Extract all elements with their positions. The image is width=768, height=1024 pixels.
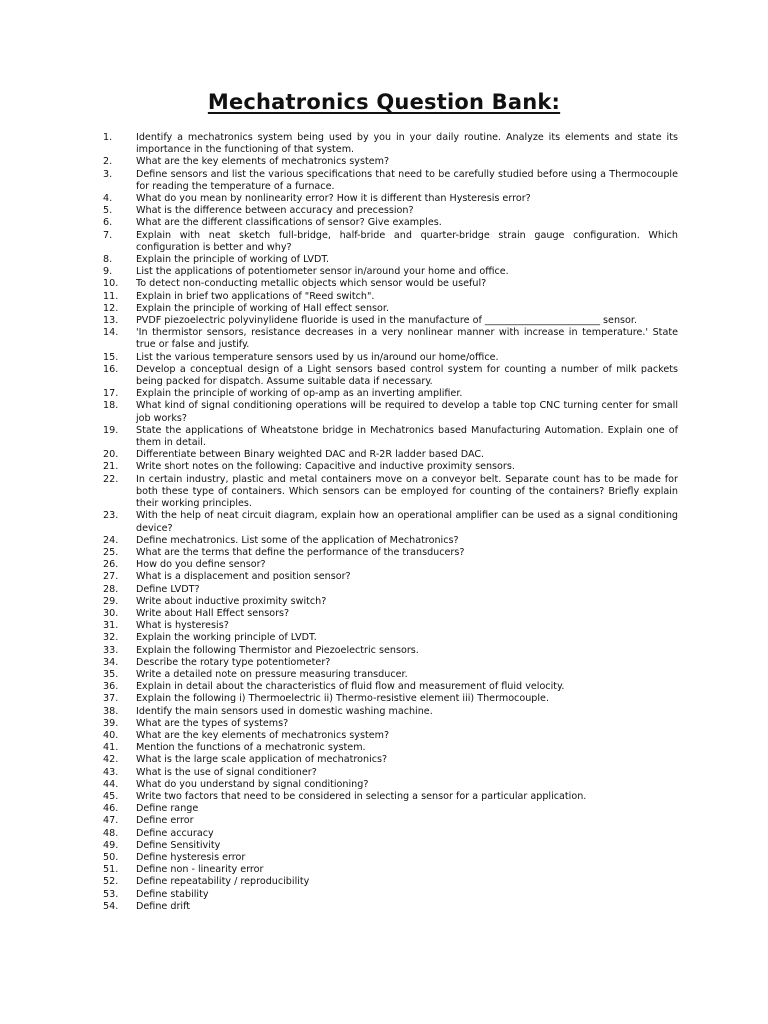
question-text: Define Sensitivity (136, 839, 221, 851)
question-number: 4. (103, 193, 113, 205)
question-item (103, 278, 678, 290)
question-number: 37. (103, 693, 119, 705)
question-number: 46. (103, 803, 119, 815)
question-number: 15. (103, 351, 119, 363)
question-number: 21. (103, 461, 119, 473)
question-text: What is the difference between accuracy and precession? (136, 205, 414, 217)
question-text: Differentiate between Binary weighted DAC and R-2R ladder based DAC. (136, 449, 485, 461)
question-number: 44. (103, 778, 119, 790)
question-text: How do you define sensor? (136, 559, 266, 571)
question-number: 19. (103, 424, 119, 436)
question-number: 24. (103, 534, 119, 546)
question-item (103, 547, 678, 559)
question-item (103, 889, 678, 901)
question-number: 29. (103, 595, 119, 607)
question-item (103, 156, 678, 168)
question-item (103, 327, 678, 351)
question-text: What kind of signal conditioning operations will be required to develop a table top CNC turning center for small job works? (136, 400, 678, 424)
question-text: State the applications of Wheatstone bridge in Mechatronics based Manufacturing Automation. Explain one of them in detail. (136, 424, 678, 449)
question-item (103, 449, 678, 461)
question-text: Identify a mechatronics system being used by you in your daily routine. Analyze its elements and state its importance in the functioning of that system. (136, 132, 678, 156)
question-text: List the various temperature sensors used by us in/around our home/office. (136, 351, 499, 363)
question-number: 48. (103, 827, 119, 839)
question-text: What are the different classifications of sensor? Give examples. (136, 217, 442, 229)
question-number: 45. (103, 790, 119, 802)
question-number: 39. (103, 717, 119, 729)
question-item (103, 779, 678, 791)
question-item (103, 230, 678, 254)
question-item (103, 193, 678, 205)
question-item (103, 730, 678, 742)
question-number: 34. (103, 656, 119, 668)
question-text: Define drift (136, 900, 191, 912)
question-number: 52. (103, 876, 119, 888)
question-text: What is the use of signal conditioner? (136, 766, 317, 778)
question-text: Write short notes on the following: Capacitive and inductive proximity sensors. (136, 461, 515, 473)
question-text: What do you mean by nonlinearity error? How it is different than Hysteresis error? (136, 193, 531, 205)
question-number: 49. (103, 839, 119, 851)
question-number: 43. (103, 766, 119, 778)
question-number: 53. (103, 888, 119, 900)
question-text: Define hysteresis error (136, 851, 246, 863)
question-text: Define sensors and list the various specifications that need to be carefully studied before using a Thermocouple for reading the temperature of a furnace. (136, 168, 678, 192)
question-number: 22. (103, 473, 119, 485)
question-item (103, 364, 678, 388)
question-number: 33. (103, 644, 119, 656)
question-text: What do you understand by signal conditioning? (136, 778, 369, 790)
question-text: Write a detailed note on pressure measuring transducer. (136, 668, 408, 680)
question-text: Define LVDT? (136, 583, 200, 595)
question-text: What are the key elements of mechatronics system? (136, 156, 390, 168)
question-text: Define range (136, 803, 199, 815)
question-item (103, 205, 678, 217)
question-item (103, 596, 678, 608)
question-text: Define mechatronics. List some of the application of Mechatronics? (136, 534, 459, 546)
question-number: 16. (103, 363, 119, 375)
question-number: 25. (103, 546, 119, 558)
question-text: Define repeatability / reproducibility (136, 876, 310, 888)
question-item (103, 461, 678, 473)
question-number: 40. (103, 729, 119, 741)
question-item (103, 559, 678, 571)
question-text: What is hysteresis? (136, 620, 229, 632)
question-item (103, 291, 678, 303)
question-item (103, 266, 678, 278)
question-text: To detect non-conducting metallic objects which sensor would be useful? (136, 278, 487, 290)
question-text: Explain the principle of working of LVDT. (136, 254, 330, 266)
question-item (103, 535, 678, 547)
question-text: Explain the working principle of LVDT. (136, 632, 317, 644)
question-number: 17. (103, 388, 119, 400)
question-text: With the help of neat circuit diagram, explain how an operational amplifier can be used as a signal conditioning device? (136, 510, 678, 534)
question-item (103, 315, 678, 327)
question-item (103, 815, 678, 827)
question-item (103, 840, 678, 852)
question-item (103, 632, 678, 644)
question-number: 42. (103, 754, 119, 766)
question-number: 28. (103, 583, 119, 595)
question-number: 14. (103, 327, 119, 339)
question-item (103, 669, 678, 681)
question-text: Define accuracy (136, 827, 214, 839)
question-item (103, 584, 678, 596)
question-item (103, 571, 678, 583)
question-text: Write two factors that need to be considered in selecting a sensor for a particular application. (136, 790, 587, 802)
question-text: In certain industry, plastic and metal containers move on a conveyor belt. Separate count has to be made for both these type of containers. Which sensors can be employed for counting of the containers? Briefly explain their working principles. (136, 473, 678, 510)
question-number: 13. (103, 315, 119, 327)
question-text: Write about Hall Effect sensors? (136, 607, 290, 619)
question-number: 2. (103, 156, 113, 168)
question-item (103, 132, 678, 156)
question-item (103, 474, 678, 511)
question-item (103, 657, 678, 669)
question-number: 11. (103, 290, 119, 302)
question-number: 32. (103, 632, 119, 644)
question-item (103, 706, 678, 718)
question-item (103, 425, 678, 449)
question-item (103, 388, 678, 400)
question-item (103, 754, 678, 766)
question-text: List the applications of potentiometer sensor in/around your home and office. (136, 266, 509, 278)
question-number: 41. (103, 742, 119, 754)
question-number: 23. (103, 510, 119, 522)
question-text: Define stability (136, 888, 209, 900)
question-number: 51. (103, 864, 119, 876)
question-number: 1. (103, 132, 113, 143)
question-item (103, 864, 678, 876)
question-item (103, 510, 678, 534)
question-list (103, 132, 678, 913)
question-item (103, 400, 678, 424)
question-text: 'In thermistor sensors, resistance decreases in a very nonlinear manner with increase in temperature.' State true or false and justify. (136, 327, 678, 351)
question-number: 31. (103, 620, 119, 632)
question-text: What are the key elements of mechatronics system? (136, 729, 390, 741)
question-item (103, 718, 678, 730)
question-item (103, 352, 678, 364)
question-number: 47. (103, 815, 119, 827)
question-text: Write about inductive proximity switch? (136, 595, 327, 607)
question-number: 27. (103, 571, 119, 583)
question-number: 3. (103, 168, 113, 180)
question-number: 50. (103, 851, 119, 863)
question-text: Explain with neat sketch full-bridge, half-bride and quarter-bridge strain gauge configuration. Which configuration is better and why? (136, 229, 678, 253)
question-item (103, 767, 678, 779)
question-item (103, 303, 678, 315)
question-number: 5. (103, 205, 113, 217)
question-item (103, 620, 678, 632)
question-item (103, 645, 678, 657)
question-item (103, 681, 678, 693)
question-number: 30. (103, 607, 119, 619)
question-item (103, 169, 678, 193)
question-text: Define error (136, 815, 194, 827)
question-text: Explain in detail about the characteristics of fluid flow and measurement of fluid velocity. (136, 681, 565, 693)
question-text: Explain the principle of working of Hall effect sensor. (136, 302, 390, 314)
question-number: 36. (103, 681, 119, 693)
question-item (103, 901, 678, 913)
question-text: PVDF piezoelectric polyvinylidene fluoride is used in the manufacture of ________________________ sensor. (136, 315, 638, 327)
question-number: 54. (103, 900, 119, 912)
question-number: 10. (103, 278, 119, 290)
question-number: 18. (103, 400, 119, 412)
question-number: 38. (103, 705, 119, 717)
question-text: Explain the principle of working of op-amp as an inverting amplifier. (136, 388, 463, 400)
question-item (103, 828, 678, 840)
question-number: 35. (103, 668, 119, 680)
question-number: 6. (103, 217, 113, 229)
question-item (103, 254, 678, 266)
question-number: 20. (103, 449, 119, 461)
question-text: Explain in brief two applications of "Reed switch". (136, 290, 375, 302)
question-text: Mention the functions of a mechatronic system. (136, 742, 366, 754)
question-number: 9. (103, 266, 113, 278)
question-number: 8. (103, 254, 113, 266)
question-text: What are the types of systems? (136, 717, 289, 729)
question-text: Describe the rotary type potentiometer? (136, 656, 331, 668)
question-item (103, 803, 678, 815)
question-text: What are the terms that define the performance of the transducers? (136, 546, 465, 558)
question-text: Develop a conceptual design of a Light sensors based control system for counting a number of milk packets being packed for dispatch. Assume suitable data if necessary. (136, 363, 678, 388)
question-text: What is a displacement and position sensor? (136, 571, 351, 583)
question-text: Define non - linearity error (136, 864, 264, 876)
question-item (103, 876, 678, 888)
question-text: Explain the following i) Thermoelectric ii) Thermo-resistive element iii) Thermocouple. (136, 693, 549, 705)
question-number: 12. (103, 302, 119, 314)
question-number: 7. (103, 229, 113, 241)
question-item (103, 217, 678, 229)
question-item (103, 791, 678, 803)
question-text: What is the large scale application of mechatronics? (136, 754, 388, 766)
question-item (103, 693, 678, 705)
page-title: Mechatronics Question Bank: (207, 90, 561, 114)
question-text: Identify the main sensors used in domestic washing machine. (136, 705, 433, 717)
question-item (103, 852, 678, 864)
question-item (103, 742, 678, 754)
question-item (103, 608, 678, 620)
question-text: Explain the following Thermistor and Piezoelectric sensors. (136, 644, 419, 656)
question-number: 26. (103, 559, 119, 571)
